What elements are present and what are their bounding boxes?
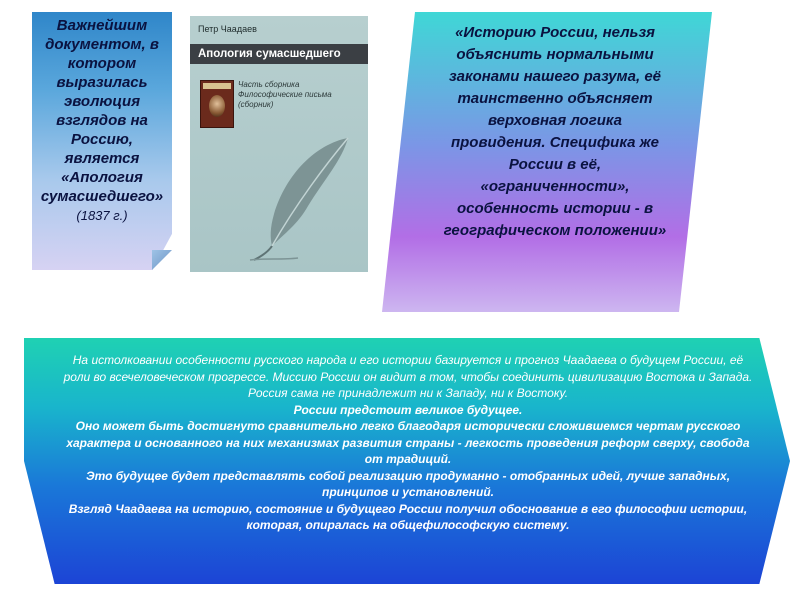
quote-text: «Историю России, нельзя объяснить нормальными законами нашего разума, её таинственно объясняет верховная логика провидения. Специфика же России в её, «ограниченности», особенность истории - в географическом положении» [443,24,667,239]
summary-paragraph-1: На истолковании особенности русского народа и его истории базируется и прогноз Чаадаева о будущем России, её роли во всечеловеческом прогрессе. Миссию России он видит в том, чтобы соединить цивилизацию Востока и Запада. Россия сама не принадлежит ни к Западу, ни к Востоку. [63,353,753,400]
book-thumbnail [200,80,234,128]
book-author: Петр Чаадаев [198,24,257,34]
book-title: Апология сумасшедшего [190,44,368,64]
book-meta [238,80,358,110]
summary-paragraph-5: Взгляд Чаадаева на историю, состояние и будущего России получил обоснование в его философии истории, которая, опиралась на общефилософскую систему. [68,501,748,532]
book-meta-type: (сборник) [238,100,274,109]
intro-note-year: (1837 г.) [76,208,128,223]
note-folded-corner [152,250,172,270]
intro-note-main: Важнейшим документом, в котором выразилась эволюция взглядов на Россию, является «Апология сумасшедшего» [40,17,164,205]
book-meta-part: Часть сборника [238,80,300,89]
summary-paragraph-3: Оно может быть достигнуто сравнительно легко благодаря исторически сложившемся чертам русского характера и основанного на них механизмах развития страны - легкость проведения реформ сверху, свобода от традиций. [66,419,750,466]
portrait-icon [209,95,225,117]
intro-note-text [36,16,168,225]
summary-paragraph-2: России предстоит великое будущее. [293,402,523,417]
summary-paragraph-4: Это будущее будет представлять собой реализацию продуманно - отобранных идей, лучше западных, принципов и установлений. [85,468,731,499]
summary-text [58,352,758,534]
book-thumbnail-title [203,83,231,89]
book-cover [190,16,368,272]
quill-feather-icon [246,134,356,264]
book-meta-collection: Философические письма [238,90,332,99]
